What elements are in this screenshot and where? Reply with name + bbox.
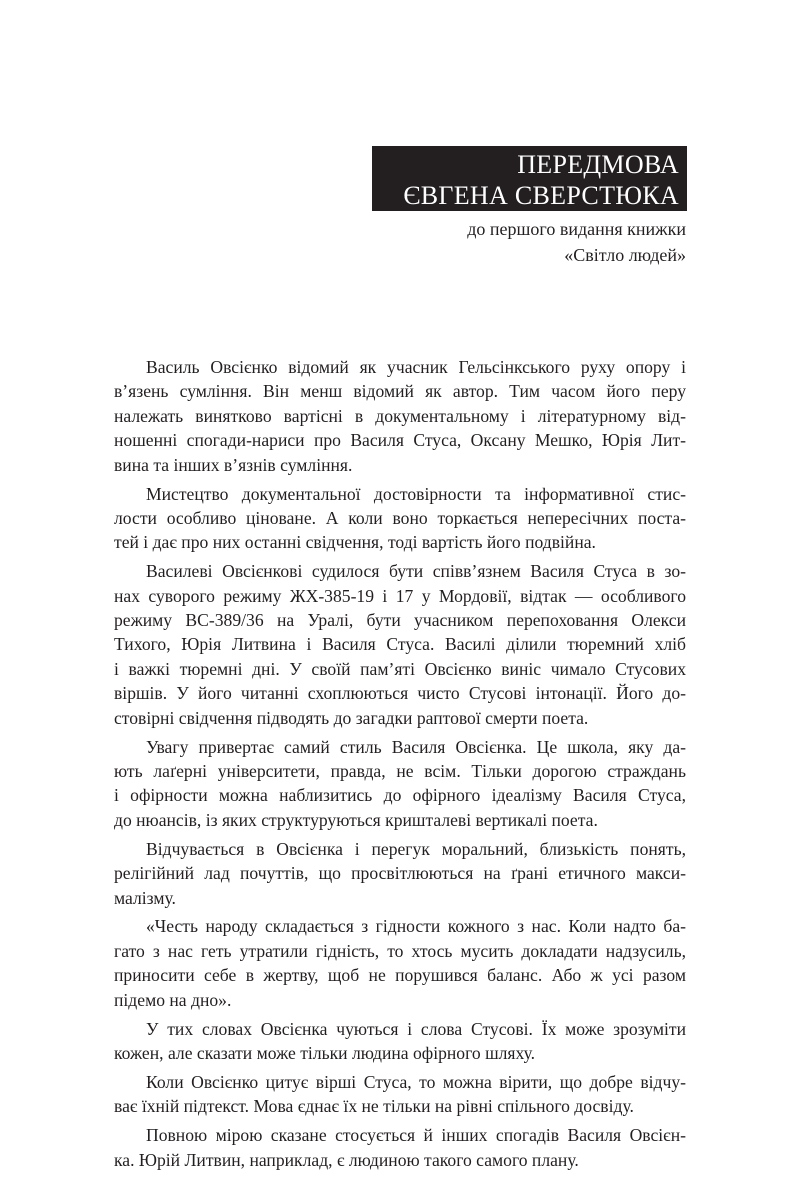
chapter-title-block: [372, 146, 687, 211]
paragraph-line: Коли Овсієнко цитує вірші Стуса, то можна вірити, що добре відчу-: [146, 1071, 686, 1092]
body-text: [114, 355, 686, 1177]
paragraph: [114, 1123, 686, 1172]
paragraph: [114, 914, 686, 1012]
paragraph-line: Мистецтво документальної достовірности та інформативної стис-: [146, 483, 686, 504]
paragraph-line: Василь Овсієнко відомий як учасник Гельсінкського руху опору і: [146, 357, 686, 377]
paragraph-line: релігійний лад почуттів, що просвітлюються на ґрані етичного макси-: [114, 863, 686, 884]
paragraph-line: належать винятково вартісні в документальному і літературному від-: [114, 405, 686, 426]
paragraph-line: лости особливо ціноване. А коли воно торкається непересічних поста-: [114, 507, 686, 528]
paragraph-line: режиму ВС-389/36 на Уралі, бути учасником перепоховання Олекси: [114, 610, 686, 631]
paragraph-line: Василеві Овсієнкові судилося бути співв’язнем Василя Стуса в зо-: [146, 561, 686, 582]
paragraph-line: гато з нас геть утратили гідність, то хтось мусить докладати надзусиль,: [114, 940, 686, 961]
paragraph-line: підемо на дно».: [114, 989, 232, 1010]
chapter-subtitle-line-2: «Світло людей»: [564, 245, 686, 265]
paragraph: [114, 1017, 686, 1066]
paragraph-line: малізму.: [114, 887, 176, 908]
chapter-title-line-1: ПЕРЕДМОВА: [517, 150, 679, 179]
paragraph: [114, 837, 686, 910]
paragraph-line: У тих словах Овсієнка чуються і слова Стусові. Їх може зрозуміти: [146, 1018, 686, 1039]
paragraph-line: ють лаґерні університети, правда, не всім. Тільки дорогою страждань: [114, 761, 686, 781]
paragraph-line: в’язень сумління. Він менш відомий як автор. Тим часом його перу: [114, 381, 686, 402]
paragraph-line: ношенні спогади-нариси про Василя Стуса, Оксану Мешко, Юрія Лит-: [114, 430, 686, 451]
paragraph-line: приносити себе в жертву, щоб не порушився баланс. Або ж усі разом: [114, 965, 686, 986]
paragraph: [114, 559, 686, 730]
chapter-subtitle: [467, 216, 686, 268]
paragraph-line: Увагу привертає самий стиль Василя Овсієнка. Це школа, яку да-: [146, 736, 686, 757]
paragraph-line: і офірности можна наблизитись до офірного ідеалізму Василя Стуса,: [114, 785, 686, 806]
paragraph: [114, 482, 686, 555]
paragraph-line: до нюансів, із яких структуруються кришталеві вертикалі поета.: [114, 809, 598, 830]
paragraph: [114, 1070, 686, 1119]
paragraph: [114, 735, 686, 833]
paragraph-line: «Честь народу складається з гідности кожного з нас. Коли надто ба-: [146, 916, 686, 937]
chapter-title-line-2: ЄВГЕНА СВЕРСТЮКА: [403, 181, 679, 210]
paragraph-line: вина та інших в’язнів сумління.: [114, 454, 353, 475]
paragraph-line: Повною мірою сказане стосується й інших спогадів Василя Овсієн-: [146, 1125, 686, 1146]
paragraph-line: нах суворого режиму ЖХ-385-19 і 17 у Мордовії, відтак — особливого: [114, 585, 686, 606]
paragraph-line: віршів. У його читанні схоплюються чисто Стусові інтонації. Його до-: [114, 683, 686, 704]
paragraph-line: ка. Юрій Литвин, наприклад, є людиною такого самого плану.: [114, 1149, 579, 1170]
paragraph-line: і важкі тюремні дні. У своїй пам’яті Овсієнко виніс чимало Стусових: [114, 658, 686, 679]
paragraph: [114, 355, 686, 477]
chapter-subtitle-line-1: до першого видання книжки: [467, 219, 686, 239]
paragraph-line: стовірні свідчення підводять до загадки раптової смерти поета.: [114, 707, 589, 728]
paragraph-line: Тихого, Юрія Литвина і Василя Стуса. Василі ділили тюремний хліб: [114, 634, 686, 655]
paragraph-line: тей і дає про них останні свідчення, тоді вартість його подвійна.: [114, 532, 596, 553]
paragraph-line: кожен, але сказати може тільки людина офірного шляху.: [114, 1042, 536, 1063]
paragraph-line: ває їхній підтекст. Мова єднає їх не тільки на рівні спільного досвіду.: [114, 1096, 634, 1117]
paragraph-line: Відчувається в Овсієнка і перегук моральний, близькість понять,: [146, 838, 686, 859]
